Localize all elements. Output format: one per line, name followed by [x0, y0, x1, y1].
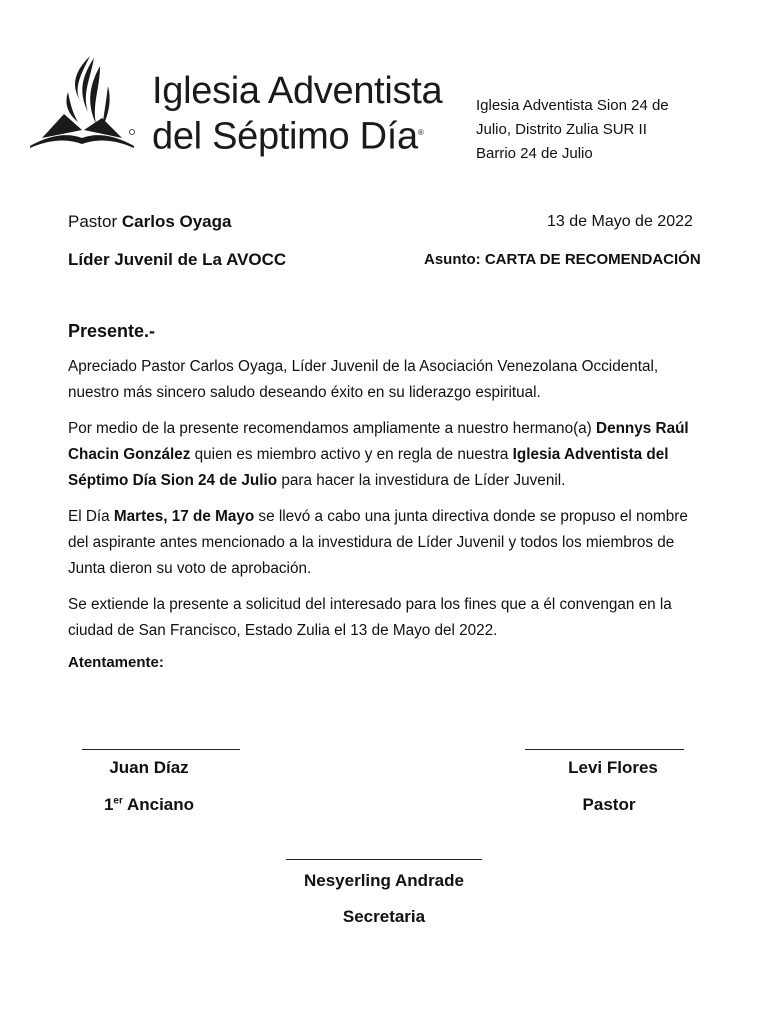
p2-text-e: para hacer la investidura de Líder Juvenil.: [277, 472, 566, 489]
church-logo-wordmark: [152, 70, 442, 158]
signer-left-name: Juan Díaz: [109, 758, 189, 777]
address-line-1: Iglesia Adventista Sion 24 de: [476, 97, 669, 114]
signer-right-name: Levi Flores: [568, 758, 658, 777]
signer-left-title: [80, 795, 218, 815]
paragraph-2: [68, 416, 708, 494]
closing: Atentamente:: [68, 654, 164, 671]
recipient-title: Pastor: [68, 212, 118, 231]
p2-text-a: Por medio de la presente recomendamos ampliamente a nuestro hermano(a): [68, 420, 597, 437]
address-line-2: Julio, Distrito Zulia SUR II: [476, 121, 647, 138]
address-line-3: Barrio 24 de Julio: [476, 145, 593, 162]
p3-text-c: se llevó a cabo una junta directiva donde se propuso el nombre del aspirante antes mencionado a la investidura de Líder Juvenil y todos los miembros de Junta dieron su voto de aprobación.: [68, 508, 688, 577]
signer-bottom-name: Nesyerling Andrade: [304, 871, 464, 890]
signer-bottom-title: Secretaria: [342, 907, 426, 926]
paragraph-3: [68, 504, 708, 582]
ordinal-number: 1: [103, 795, 114, 814]
signature-line-left: [82, 749, 240, 750]
p3-meeting-date: Martes, 17 de Mayo: [113, 508, 255, 525]
letter-body: [68, 354, 708, 654]
letter-subject: Asunto: CARTA DE RECOMENDACIÓN: [424, 251, 701, 268]
p2-church-name: Iglesia Adventista del Séptimo Día Sion 24 de Julio: [68, 446, 669, 489]
recipient-name: Carlos Oyaga: [121, 212, 232, 231]
paragraph-1: Apreciado Pastor Carlos Oyaga, Líder Juvenil de la Asociación Venezolana Occidental, nuestro más sincero saludo deseando éxito en su liderazgo espiritual.: [68, 358, 659, 401]
recipient-line: [68, 212, 231, 232]
signer-left-role: Anciano: [126, 795, 195, 814]
paragraph-4: Se extiende la presente a solicitud del interesado para los fines que a él convengan en la ciudad de San Francisco, Estado Zulia el 13 de Mayo del 2022.: [68, 596, 672, 639]
logo-line-1: Iglesia Adventista: [152, 70, 443, 112]
logo-line-2-text: del Séptimo Día: [152, 115, 418, 158]
greeting: Presente.-: [68, 321, 156, 341]
letter-date: 13 de Mayo de 2022: [547, 213, 693, 230]
recipient-role: Líder Juvenil de La AVOCC: [68, 250, 287, 269]
logo-line-2: [152, 112, 442, 158]
signature-line-right: [525, 749, 684, 750]
p2-text-c: quien es miembro activo y en regla de nuestra: [190, 446, 513, 463]
p3-text-a: El Día: [68, 508, 114, 525]
p2-member-name: Dennys Raúl Chacin González: [68, 420, 689, 463]
church-address: [476, 94, 669, 166]
registered-mark: ®: [417, 128, 424, 137]
church-logo-icon: [28, 52, 136, 152]
signer-right-title: Pastor: [582, 795, 636, 814]
ordinal-suffix: er: [113, 795, 123, 807]
signature-line-bottom: [286, 859, 482, 860]
